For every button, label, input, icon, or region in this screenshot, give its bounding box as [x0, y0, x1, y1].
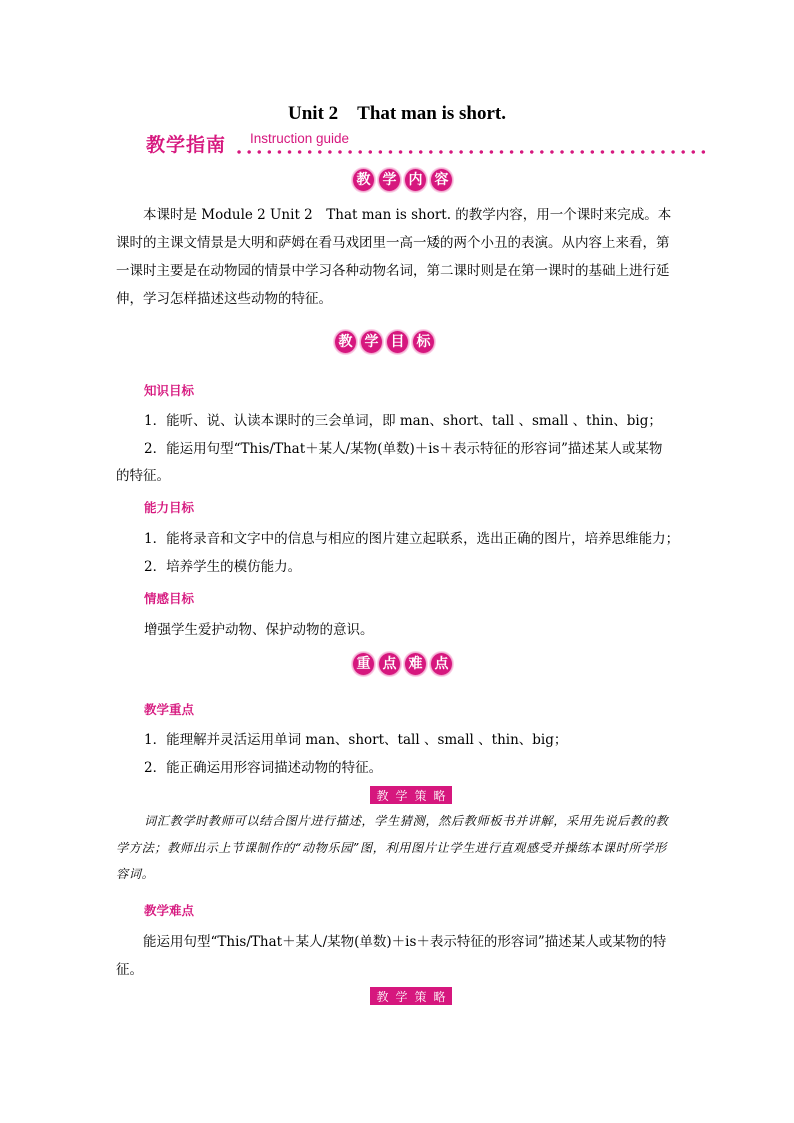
knowledge-goals-heading: 知识目标: [144, 383, 195, 398]
section-badge-goals: [334, 330, 435, 354]
ability-item: 2．培养学生的模仿能力。: [144, 559, 302, 575]
tag-char: 教: [376, 788, 389, 803]
section-badge-content: [352, 168, 453, 192]
badge-char: 容: [430, 168, 453, 192]
focus-item: 1．能理解并灵活运用单词 man、short、tall 、small 、thin、big；: [144, 732, 568, 748]
badge-char: 点: [378, 652, 401, 676]
dotted-divider: [234, 150, 708, 154]
tag-char: 策: [414, 989, 427, 1004]
badge-char: 教: [352, 168, 375, 192]
guide-label-english: Instruction guide: [250, 131, 350, 146]
badge-char: 难: [404, 652, 427, 676]
tag-char: 学: [395, 989, 408, 1004]
badge-char: 点: [430, 652, 453, 676]
emotion-goals-heading: 情感目标: [144, 591, 195, 606]
strategy-tag: [370, 786, 452, 804]
badge-char: 教: [334, 330, 357, 354]
knowledge-item: 2．能运用句型“This/That＋某人/某物(单数)＋is＋表示特征的形容词”描述某人或某物: [144, 441, 663, 457]
badge-char: 学: [360, 330, 383, 354]
tag-char: 略: [433, 788, 446, 803]
tag-char: 学: [395, 788, 408, 803]
ability-goals-heading: 能力目标: [144, 500, 195, 515]
badge-char: 学: [378, 168, 401, 192]
section-badge-key-points: [352, 652, 453, 676]
strategy-tag: [370, 987, 452, 1005]
tag-char: 策: [414, 788, 427, 803]
focus-item: 2．能正确运用形容词描述动物的特征。: [144, 760, 383, 776]
focus-heading: 教学重点: [144, 702, 195, 717]
content-paragraph: 本课时是 Module 2 Unit 2 That man is short. 的教学内容，用一个课时来完成。本课时的主课文情景是大明和萨姆在看马戏团里一高一矮的两个小丑的表演。从内容上来看，第一课时主要是在动物园的情景中学习各种动物名词，第二课时则是在第一课时的基础上进行延伸，学习怎样描述这些动物的特征。: [116, 207, 672, 307]
difficulty-text: 能运用句型“This/That＋某人/某物(单数)＋is＋表示特征的形容词”描述某人或某物的特征。: [116, 934, 667, 978]
badge-char: 标: [412, 330, 435, 354]
knowledge-item-continued: 的特征。: [116, 468, 170, 484]
badge-char: 目: [386, 330, 409, 354]
page-title: Unit 2 That man is short.: [288, 103, 506, 124]
knowledge-item: 1．能听、说、认读本课时的三会单词，即 man、short、tall 、small 、thin、big；: [144, 413, 662, 429]
tag-char: 略: [433, 989, 446, 1004]
badge-char: 内: [404, 168, 427, 192]
tag-char: 教: [376, 989, 389, 1004]
badge-char: 重: [352, 652, 375, 676]
difficulty-heading: 教学难点: [144, 903, 195, 918]
focus-strategy-text: 词汇教学时教师可以结合图片进行描述，学生猜测，然后教师板书并讲解，采用先说后教的教学方法；教师出示上节课制作的“动物乐园”图，利用图片让学生进行直观感受并操练本课时所学形容词。: [116, 814, 669, 881]
ability-item: 1．能将录音和文字中的信息与相应的图片建立起联系，选出正确的图片，培养思维能力；: [144, 531, 680, 547]
guide-label: 教学指南: [146, 134, 227, 156]
emotion-goal-text: 增强学生爱护动物、保护动物的意识。: [144, 622, 374, 638]
